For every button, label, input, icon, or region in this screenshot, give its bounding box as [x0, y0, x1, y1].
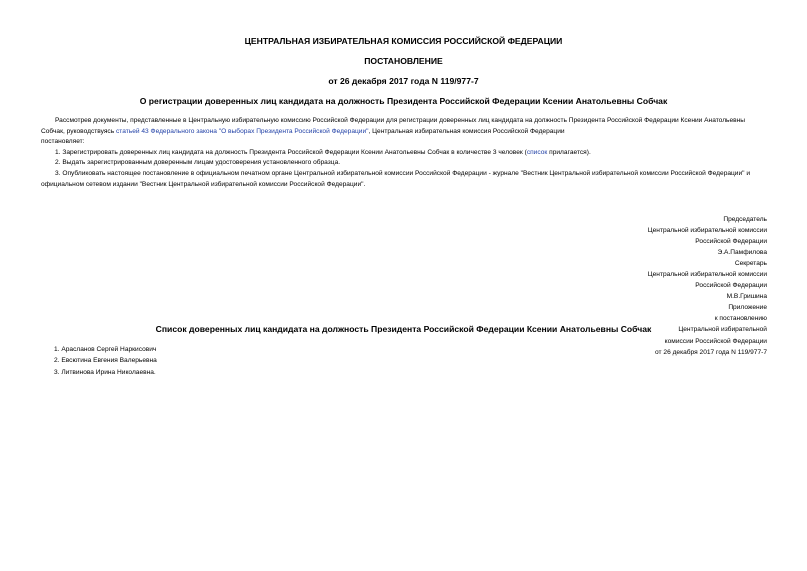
appendix-list-title: Список доверенных лиц кандидата на должность Президента Российской Федерации Ксении Анатольевны Собчак: [155, 324, 652, 334]
preamble-paragraph: [41, 116, 769, 137]
appendix-to: к постановлению: [714, 315, 767, 323]
resolution-item-1: [41, 148, 769, 159]
item1-text-end: прилагается).: [547, 148, 591, 156]
chair-name: Э.А.Памфилова: [717, 249, 767, 257]
appendix-label: Приложение: [728, 304, 767, 312]
document-title: О регистрации доверенных лиц кандидата на должность Президента Российской Федерации Ксении Анатольевны Собчак: [139, 96, 668, 106]
appendix-org-1: Центральной избирательной: [678, 326, 767, 334]
resolves-text: постановляет:: [41, 138, 85, 146]
appendix-date: от 26 декабря 2017 года N 119/977-7: [655, 348, 767, 356]
secretary-title-2: Центральной избирательной комиссии: [647, 271, 767, 279]
secretary-title-1: Секретарь: [734, 260, 767, 268]
document-body: [41, 116, 769, 190]
signature-block: [527, 214, 767, 358]
resolution-item-3: 3. Опубликовать настоящее постановление в официальном печатном органе Центральной избирательной комиссии Российской Федерации - журнале "Вестник Центральной избирательной комиссии Российской Федерации" и официальном сетевом издании "Вестник Центральной избирательной комиссии Российской Федерации".: [41, 169, 751, 188]
people-list: [54, 344, 157, 378]
chair-title-1: Председатель: [723, 216, 767, 223]
chair-title-3: Российской Федерации: [695, 238, 767, 246]
list-item: 3. Литвинова Ирина Николаевна.: [54, 368, 156, 376]
preamble-text-end: , Центральная избирательная комиссия Российской Федерации: [368, 127, 565, 135]
secretary-title-3: Российской Федерации: [695, 282, 767, 290]
secretary-name: М.В.Гришина: [726, 293, 767, 301]
list-item: 2. Евсютина Евгения Валерьевна: [54, 357, 157, 365]
list-item: 1. Арасланов Сергей Наркисович: [54, 346, 157, 353]
item1-text: 1. Зарегистрировать доверенных лиц кандидата на должность Президента Российской Федерации Ксении Анатольевны Собчак в количестве 3 человек (: [55, 148, 527, 156]
chair-title-2: Центральной избирательной комиссии: [647, 227, 767, 235]
law-article-link[interactable]: статьей 43 Федерального закона "О выборах Президента Российской Федерации": [115, 127, 369, 135]
resolution-item-2: 2. Выдать зарегистрированным доверенным лицам удостоверения установленного образца.: [55, 159, 341, 167]
document-date: от 26 декабря 2017 года N 119/977-7: [328, 76, 479, 86]
commission-name: ЦЕНТРАЛЬНАЯ ИЗБИРАТЕЛЬНАЯ КОМИССИЯ РОССИЙСКОЙ ФЕДЕРАЦИИ: [244, 36, 563, 46]
preamble-text: Рассмотрев документы, представленные в Центральную избирательную комиссию Российской Федерации для регистрации доверенных лиц кандидата на должность Президента Российской Федерации Ксении Анатольевны Собчак, руководствуясь: [41, 117, 746, 135]
document-type: ПОСТАНОВЛЕНИЕ: [364, 56, 443, 66]
appendix-org-2: комиссии Российской Федерации: [664, 337, 767, 345]
list-link[interactable]: список: [526, 148, 548, 156]
